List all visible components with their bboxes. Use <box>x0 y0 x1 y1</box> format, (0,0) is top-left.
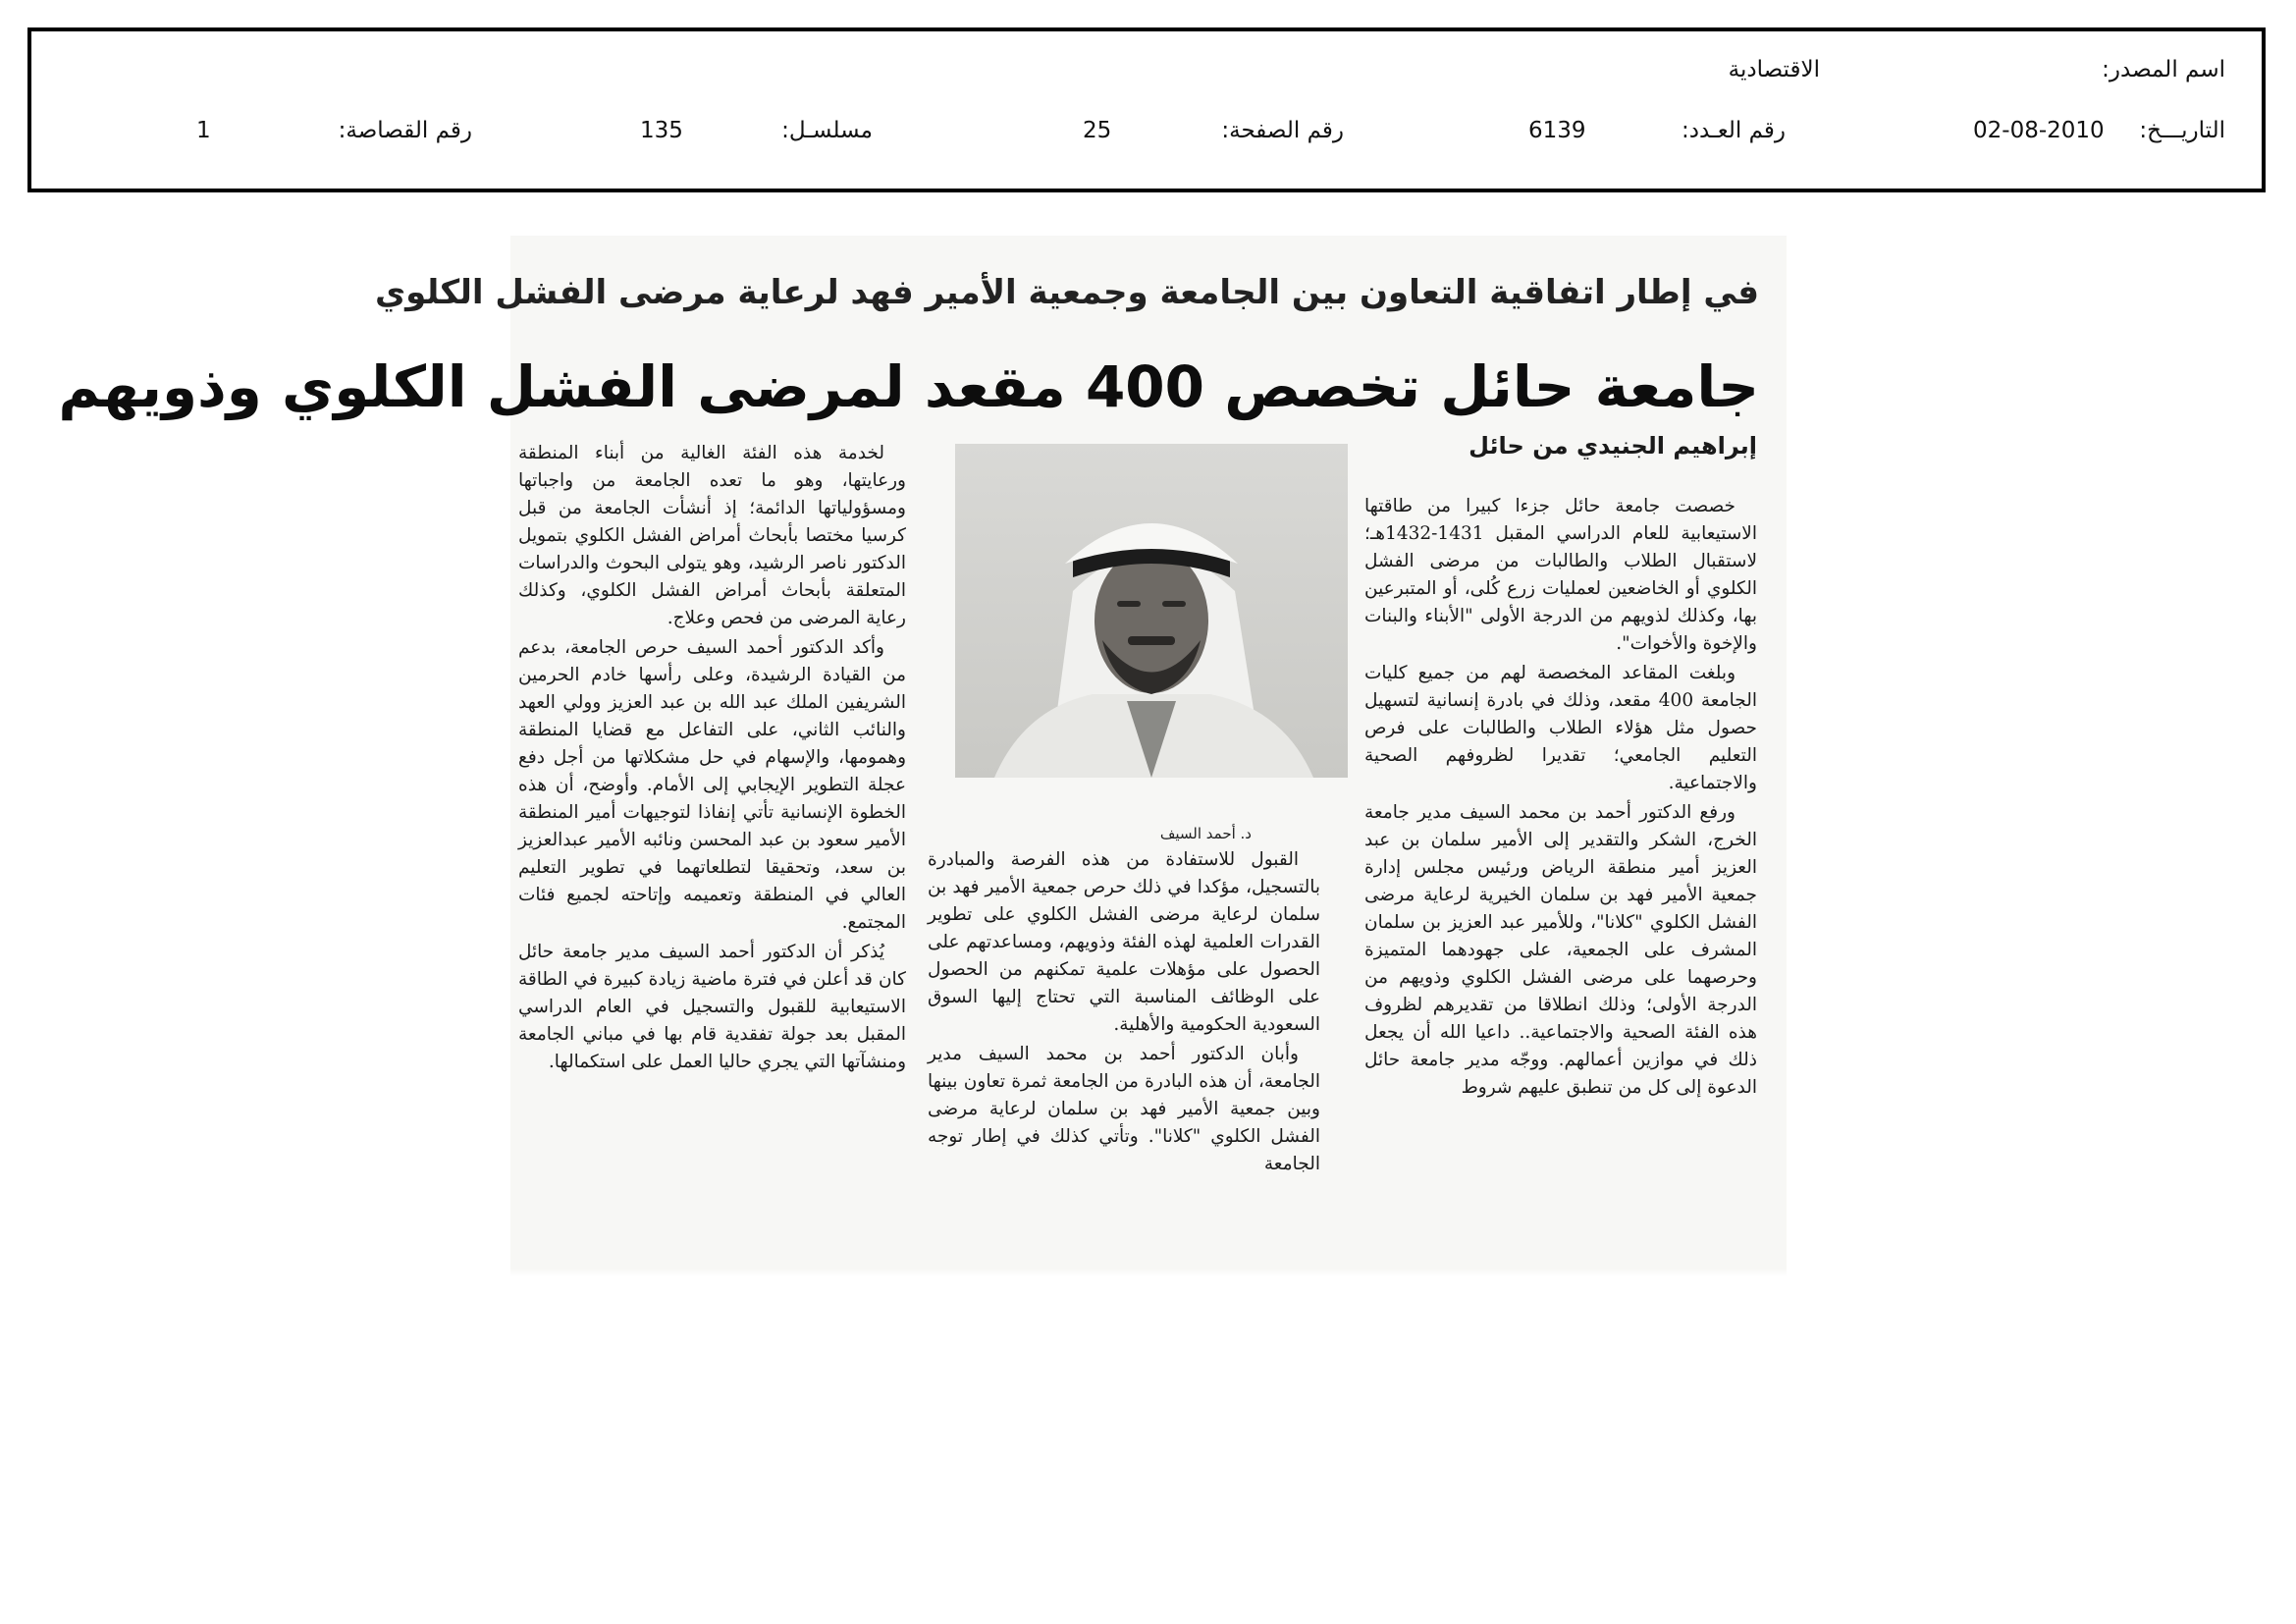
article-kicker: في إطار اتفاقية التعاون بين الجامعة وجمعية الأمير فهد لرعاية مرضى الفشل الكلوي <box>374 273 1759 312</box>
issue-label: رقم العـدد: <box>1681 118 1786 143</box>
page-value: 25 <box>1083 118 1112 143</box>
paragraph: ورفع الدكتور أحمد بن محمد السيف مدير جامعة الخرج، الشكر والتقدير إلى الأمير سلمان بن عبد العزيز أمير منطقة الرياض ورئيس مجلس إدارة جمعية الأمير فهد بن سلمان الخيرية لرعاية مرضى الفشل الكلوي "كلانا"، وللأمير عبد العزيز بن سلمان المشرف على الجمعية، على جهودهما المتميزة وحرصهما على مرضى الفشل الكلوي وذويهم من الدرجة الأولى؛ وذلك انطلاقا من تقديرهم لظروف هذه الفئة الصحية والاجتماعية.. داعيا الله أن يجعل ذلك في موازين أعمالهم. ووجّه مدير جامعة حائل الدعوة إلى كل من تنطبق عليهم شروط <box>1364 802 1757 1098</box>
paragraph: يُذكر أن الدكتور أحمد السيف مدير جامعة حائل كان قد أعلن في فترة ماضية زيادة كبيرة في الطاقة الاستيعابية للقبول والتسجيل في العام الدراسي المقبل بعد جولة تفقدية قام بها في مباني الجامعة ومنشآتها التي يجري حاليا العمل على استكمالها. <box>518 942 906 1072</box>
article-column-right <box>1364 493 1757 1104</box>
clip-number-label: رقم القصاصة: <box>338 118 472 143</box>
page-label: رقم الصفحة: <box>1221 118 1344 143</box>
clipping-metadata-box <box>27 27 2266 192</box>
article-headline: جامعة حائل تخصص 400 مقعد لمرضى الفشل الكلوي وذويهم <box>58 353 1759 420</box>
serial-value: 135 <box>640 118 683 143</box>
paragraph: القبول للاستفادة من هذه الفرصة والمبادرة بالتسجيل، مؤكدا في ذلك حرص جمعية الأمير فهد بن سلمان لرعاية مرضى الفشل الكلوي على تطوير القدرات العلمية لهذه الفئة وذويهم، ومساعدتهم على الحصول على مؤهلات علمية تمكنهم من الحصول على الوظائف المناسبة التي تحتاج إليها السوق السعودية الحكومية والأهلية. <box>928 849 1320 1035</box>
source-label: اسم المصدر: <box>2102 57 2225 82</box>
paragraph: لخدمة هذه الفئة الغالية من أبناء المنطقة ورعايتها، وهو ما تعده الجامعة من واجباتها ومسؤولياتها الدائمة؛ إذ أنشأت الجامعة من قبل كرسيا مختصا بأبحاث أمراض الفشل الكلوي بتمويل الدكتور ناصر الرشيد، وهو يتولى البحوث والدراسات المتعلقة بأبحاث أمراض الفشل الكلوي، وكذلك رعاية المرضى من فحص وعلاج. <box>518 443 906 628</box>
portrait-figure-icon <box>955 444 1348 778</box>
clip-number-value: 1 <box>196 118 211 143</box>
date-value: 02-08-2010 <box>1973 118 2105 143</box>
newspaper-clipping <box>58 236 1787 1276</box>
issue-value: 6139 <box>1528 118 1586 143</box>
clipping-edge <box>510 1269 1787 1276</box>
portrait-photo <box>955 444 1348 778</box>
article-column-middle <box>928 846 1320 1180</box>
paragraph: خصصت جامعة حائل جزءا كبيرا من طاقتها الاستيعابية للعام الدراسي المقبل 1431-1432هـ؛ لاستقبال الطلاب والطالبات من مرضى الفشل الكلوي أو الخاضعين لعمليات زرع كُلى، أو المتبرعين بها، وكذلك لذويهم من الدرجة الأولى "الأبناء والبنات والإخوة والأخوات". <box>1364 496 1757 654</box>
source-value: الاقتصادية <box>1728 57 1820 82</box>
paragraph: وأبان الدكتور أحمد بن محمد السيف مدير الجامعة، أن هذه البادرة من الجامعة ثمرة تعاون بينها وبين جمعية الأمير فهد بن سلمان لرعاية مرضى الفشل الكلوي "كلانا". وتأتي كذلك في إطار توجه الجامعة <box>928 1044 1320 1174</box>
paragraph: وبلغت المقاعد المخصصة لهم من جميع كليات الجامعة 400 مقعد، وذلك في بادرة إنسانية لتسهيل حصول مثل هؤلاء الطلاب والطالبات على فرص التعليم الجامعي؛ تقديرا لظروفهم الصحية والاجتماعية. <box>1364 663 1757 793</box>
article-byline: إبراهيم الجنيدي من حائل <box>1468 432 1757 460</box>
article-column-left <box>518 440 906 1078</box>
date-label: التاريـــخ: <box>2139 118 2225 143</box>
serial-label: مسلسـل: <box>781 118 873 143</box>
photo-caption: د. أحمد السيف <box>1159 825 1252 842</box>
paragraph: وأكد الدكتور أحمد السيف حرص الجامعة، بدعم من القيادة الرشيدة، وعلى رأسها خادم الحرمين الشريفين الملك عبد الله بن عبد العزيز وولي العهد والنائب الثاني، على التفاعل مع قضايا المنطقة وهمومها، والإسهام في حل مشكلاتها من أجل دفع عجلة التطوير الإيجابي إلى الأمام. وأوضح، أن هذه الخطوة الإنسانية تأتي إنفاذا لتوجيهات أمير المنطقة الأمير سعود بن عبد المحسن ونائبه الأمير عبدالعزيز بن سعد، وتحقيقا لتطلعاتهما في تطوير التعليم العالي في المنطقة وتعميمه وإتاحته لجميع فئات المجتمع. <box>518 637 906 933</box>
